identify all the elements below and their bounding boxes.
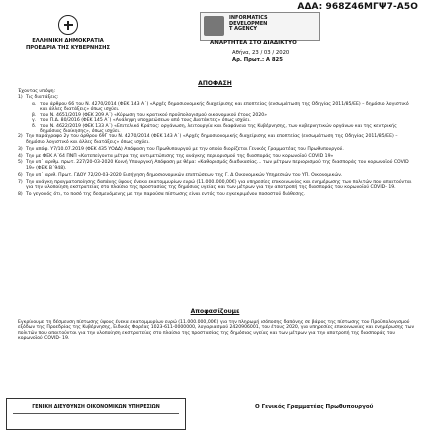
signature-title: Ο Γενικός Γραμματέας Πρωθυπουργού bbox=[255, 404, 374, 410]
consideration-number: 1) bbox=[18, 95, 23, 100]
consideration-number: 4) bbox=[18, 153, 23, 159]
header-left bbox=[18, 38, 118, 52]
consideration-item bbox=[18, 134, 416, 145]
consideration-text: Την υπ΄ αριθ. Πρωτ. ΓΔΟΥ 72/20-03-2020 Εισήγηση δημοσιονομικών επιπτώσεων της Γ. Δ Οικονομικών Υπηρεσιών του ΥΠ. Οικονομικών. bbox=[26, 172, 343, 178]
box-divider bbox=[13, 413, 179, 414]
document-date: Αθήνα, 23 / 03 / 2020 bbox=[232, 50, 290, 56]
consideration-number: 6) bbox=[18, 172, 23, 178]
consideration-text: Την ανάγκη πραγματοποίησης δαπάνης ύψους ένεκα εκατομμυρίων ευρώ (11.000.000,00€) για υπηρεσίες επικοινωνίας και ενημέρωσης των πολιτών που απαιτούνται για την υλοποίηση εκστρατείας στο πλαίσιο της προστασίας της δημόσιας υγείας και των μέτρων για την αποτροπή της διασποράς του κορωνοϊού COVID- 19. bbox=[26, 179, 412, 191]
informatics-stamp bbox=[200, 12, 320, 41]
finance-department-label: ΓΕΝΙΚΗ ΔΙΕΥΘΥΝΣΗ ΟΙΚΟΝΟΜΙΚΩΝ ΥΠΗΡΕΣΙΩΝ bbox=[32, 405, 160, 410]
consideration-number: 5) bbox=[18, 160, 23, 166]
approve-text: Εγκρίνουμε τη δέσμευση πίστωσης ύψους ένεκα εκατομμυρίων ευρώ (11.000.000,00€) για την πληρωμή ισόποσης δαπάνης σε βάρος της πίστωσης του Προϋπολογισμού εξόδων της Προεδρίας της Κυβέρνησης, Ειδικός Φορέας 1023-611-0000000, λογαριασμού 2420906001, του έτους 2020, για υπηρεσίες επικοινωνίας και ενημέρωσης των πολιτών που απαιτούνται για την υλοποίηση εκστρατείας στο πλαίσιο της προστασίας της δημόσιας υγείας και των μέτρων για την αποτροπή της διασποράς του κορωνοϊού COVID- 19. bbox=[18, 320, 415, 342]
country-name: ΕΛΛΗΝΙΚΗ ΔΗΜΟΚΡΑΤΙΑ bbox=[32, 38, 104, 44]
subitem-letter: β. bbox=[32, 112, 37, 118]
subitem-text: του Ν. 4622/2019 (ΦΕΚ 133 Α΄) «Επιτελικό Κράτος: οργάνωση, λειτουργία και διαφάνεια της Κυβέρνησης, των κυβερνητικών οργάνων και της κεντρικής δημόσιας διοίκησης», όπως ισχύει. bbox=[40, 123, 397, 134]
consideration-text: Την παράγραφο 2γ του άρθρου 69Γ του Ν. 4270/2014 (ΦΕΚ 143 Α΄) «Αρχές δημοσιονομικής διαχείρισης και εποπτείας (ενσωμάτωση της Οδηγίας 2011/85/ΕΕ) – δημόσιο λογιστικό και άλλες διατάξεις» όπως ισχύει. bbox=[26, 134, 398, 145]
consideration-subitem bbox=[32, 102, 416, 113]
consideration-number: 2) bbox=[18, 134, 23, 140]
subitem-text: του άρθρου 66 του Ν. 4270/2014 (ΦΕΚ 143 Α΄) «Αρχές δημοσιονομικής διαχείρισης και εποπτείας (ενσωμάτωση της Οδηγίας 2011/85/ΕΕ) – δημόσιο λογιστικό και άλλες διατάξεις» όπως ισχύει. bbox=[40, 101, 409, 113]
consideration-item bbox=[18, 95, 416, 100]
subitem-letter: δ. bbox=[32, 123, 37, 129]
subitem-letter: γ. bbox=[32, 118, 37, 124]
consideration-text: Την υπ΄ αριθμ. πρωτ. 227/20-03-2020 Κοινή Υπουργική Απόφαση με θέμα: «Καθορισμός διαδικασίας... των μέτρων περιορισμού της διασποράς του κορωνοϊού COVID 19» (ΦΕΚ Β΄948). bbox=[26, 160, 409, 171]
stamp-caption: ΑΝΑΡΤΗΤΕΑ ΣΤΟ ΔΙΑΔΙΚΤΥΟ bbox=[210, 40, 297, 46]
authority-name: ΠΡΟΕΔΡΙΑ ΤΗΣ ΚΥΒΕΡΝΗΣΗΣ bbox=[25, 45, 111, 51]
consideration-text: Την απόφ. Υ7/10.07.2019 (ΦΕΚ 435 ΥΟΔΔ) Απόφαση του Πρωθυπουργού με την οποία διορίζεται Γενικός Γραμματέας του Πρωθυπουργού. bbox=[26, 146, 344, 152]
consideration-number: 7) bbox=[18, 179, 23, 185]
stamp-line: INFORMATICS bbox=[229, 15, 268, 21]
finance-department-box bbox=[6, 398, 186, 430]
consideration-number: 8) bbox=[18, 192, 23, 197]
document-meta bbox=[232, 50, 289, 64]
protocol-number: Αρ. Πρωτ.: Α 825 bbox=[232, 57, 283, 63]
decision-title: ΑΠΟΦΑΣΗ bbox=[198, 80, 232, 87]
stamp-text bbox=[229, 16, 268, 33]
consideration-item bbox=[18, 160, 416, 171]
approve-title: Αποφασίζουμε bbox=[190, 308, 240, 315]
having-label: Έχοντας υπόψη: bbox=[18, 89, 56, 94]
subitem-text: του Π.Δ. 80/2016 (ΦΕΚ 145 Α΄) «Ανάληψη υποχρεώσεων από τους Διατάκτες» όπως ισχύει. bbox=[40, 118, 251, 124]
consideration-item bbox=[18, 192, 416, 197]
greek-emblem-icon bbox=[58, 15, 78, 35]
subitem-letter: α. bbox=[32, 101, 37, 107]
consideration-text: Τις διατάξεις: bbox=[26, 95, 59, 100]
considerations-list bbox=[18, 95, 416, 199]
consideration-item bbox=[18, 173, 416, 178]
consideration-item bbox=[18, 154, 416, 159]
consideration-number: 3) bbox=[18, 146, 23, 152]
consideration-subitem bbox=[32, 124, 416, 135]
consideration-text: Το γεγονός ότι, το ποσό της δεσμευόμενης με την παρούσα πίστωσης είναι εντός του εγκεκριμένου ποσοστού διάθεσης. bbox=[26, 192, 306, 197]
consideration-item bbox=[18, 180, 416, 191]
consideration-item bbox=[18, 147, 416, 152]
subitem-text: του Ν. 4651/2019 (ΦΕΚ 209 Α΄) «Κύρωση του κρατικού προϋπολογισμού οικονομικού έτους 2020» bbox=[40, 112, 268, 118]
stamp-line: DEVELOPMEN bbox=[229, 20, 268, 27]
stamp-logo-icon bbox=[204, 16, 224, 36]
ada-code: ΑΔΑ: 968Ζ46ΜΓΨ7-Α5Ο bbox=[297, 2, 418, 12]
consideration-text: Την με ΦΕΚ Α΄64 ΠΝΠ «Κατεπείγοντα μέτρα της αντιμετώπισης της ανάγκης περιορισμού της διασποράς του κορωνοϊού COVID 19» bbox=[26, 153, 334, 159]
stamp-line: T AGENCY bbox=[229, 26, 258, 33]
